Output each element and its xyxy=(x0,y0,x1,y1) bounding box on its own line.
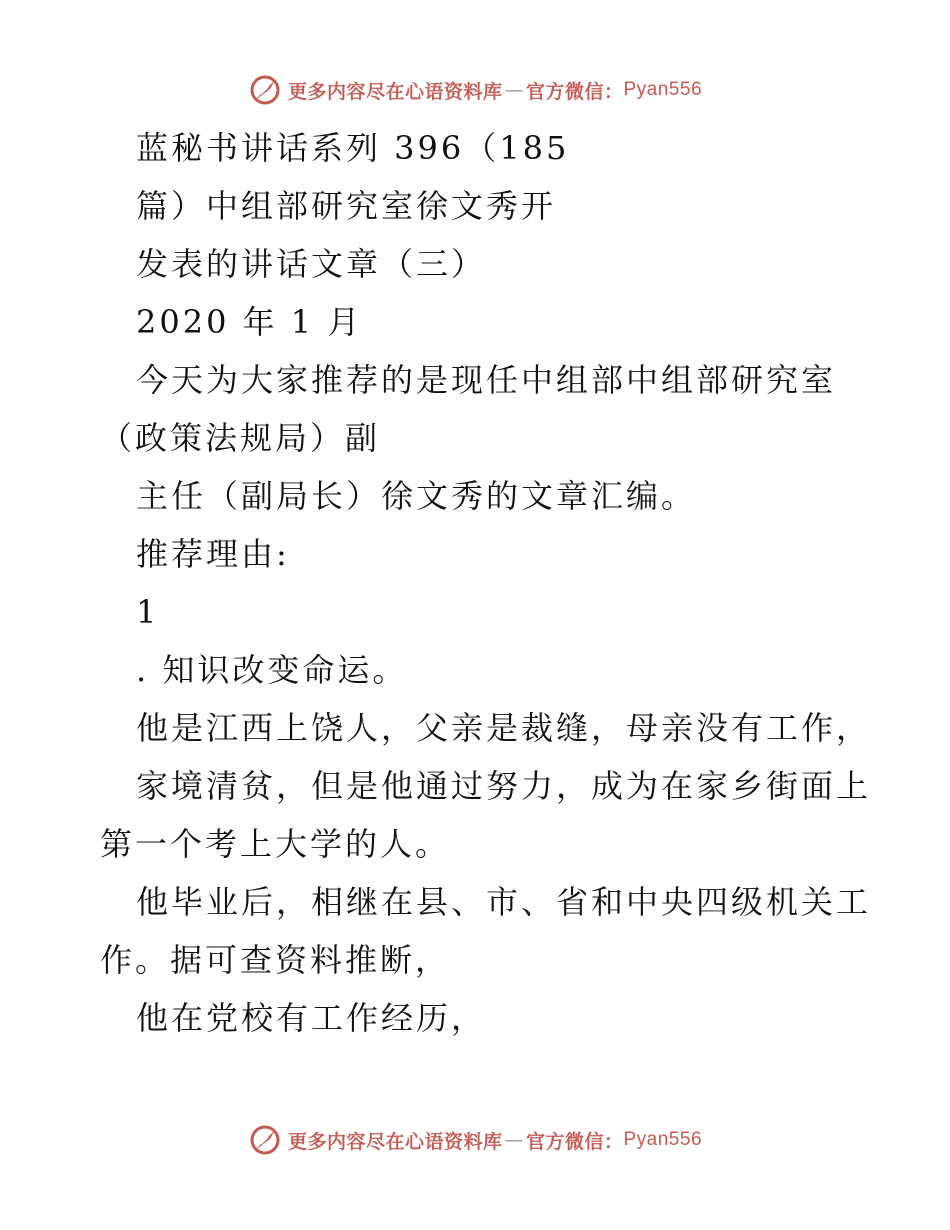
doc-paragraph-line: 家境清贫，但是他通过努力，成为在家乡街面上 xyxy=(136,767,872,805)
document-body xyxy=(0,120,950,1080)
watermark-wechat-label: 官方微信： xyxy=(525,80,624,103)
doc-paragraph-line: 他毕业后，相继在县、市、省和中央四级机关工 xyxy=(136,883,872,921)
doc-section-heading: 推荐理由: xyxy=(136,535,290,573)
doc-paragraph-line: 主任（副局长）徐文秀的文章汇编。 xyxy=(136,477,697,515)
watermark-brand: 更多内容尽在心语资料库 xyxy=(287,80,503,103)
doc-paragraph-line: （政策法规局）副 xyxy=(100,419,381,457)
watermark-banner-bottom xyxy=(0,1120,950,1160)
doc-paragraph-line: 作。据可查资料推断， xyxy=(100,941,451,979)
watermark-separator: — xyxy=(504,79,524,101)
doc-title-line-3: 发表的讲话文章（三） xyxy=(136,245,487,283)
watermark-brand: 更多内容尽在心语资料库 xyxy=(287,1130,503,1153)
doc-title-line-1: 蓝秘书讲话系列 396（185 xyxy=(136,129,570,167)
doc-list-item: . 知识改变命运。 xyxy=(136,651,408,689)
quill-circle-logo-icon xyxy=(248,1123,282,1157)
doc-paragraph-line: 他是江西上饶人，父亲是裁缝，母亲没有工作， xyxy=(136,709,872,747)
doc-paragraph-line: 今天为大家推荐的是现任中组部中组部研究室 xyxy=(136,361,837,399)
doc-paragraph-line: 他在党校有工作经历， xyxy=(136,999,487,1037)
doc-paragraph-line: 第一个考上大学的人。 xyxy=(100,825,451,863)
quill-circle-logo-icon xyxy=(248,73,282,107)
doc-title-line-2: 篇）中组部研究室徐文秀开 xyxy=(136,187,557,225)
watermark-wechat-label: 官方微信： xyxy=(525,1130,624,1153)
watermark-separator: — xyxy=(504,1129,524,1151)
watermark-banner-top xyxy=(0,70,950,110)
watermark-handle: Pyan556 xyxy=(623,1129,703,1150)
doc-list-number: 1 xyxy=(136,593,160,631)
watermark-handle: Pyan556 xyxy=(623,79,703,100)
doc-date: 2020 年 1 月 xyxy=(136,303,363,341)
